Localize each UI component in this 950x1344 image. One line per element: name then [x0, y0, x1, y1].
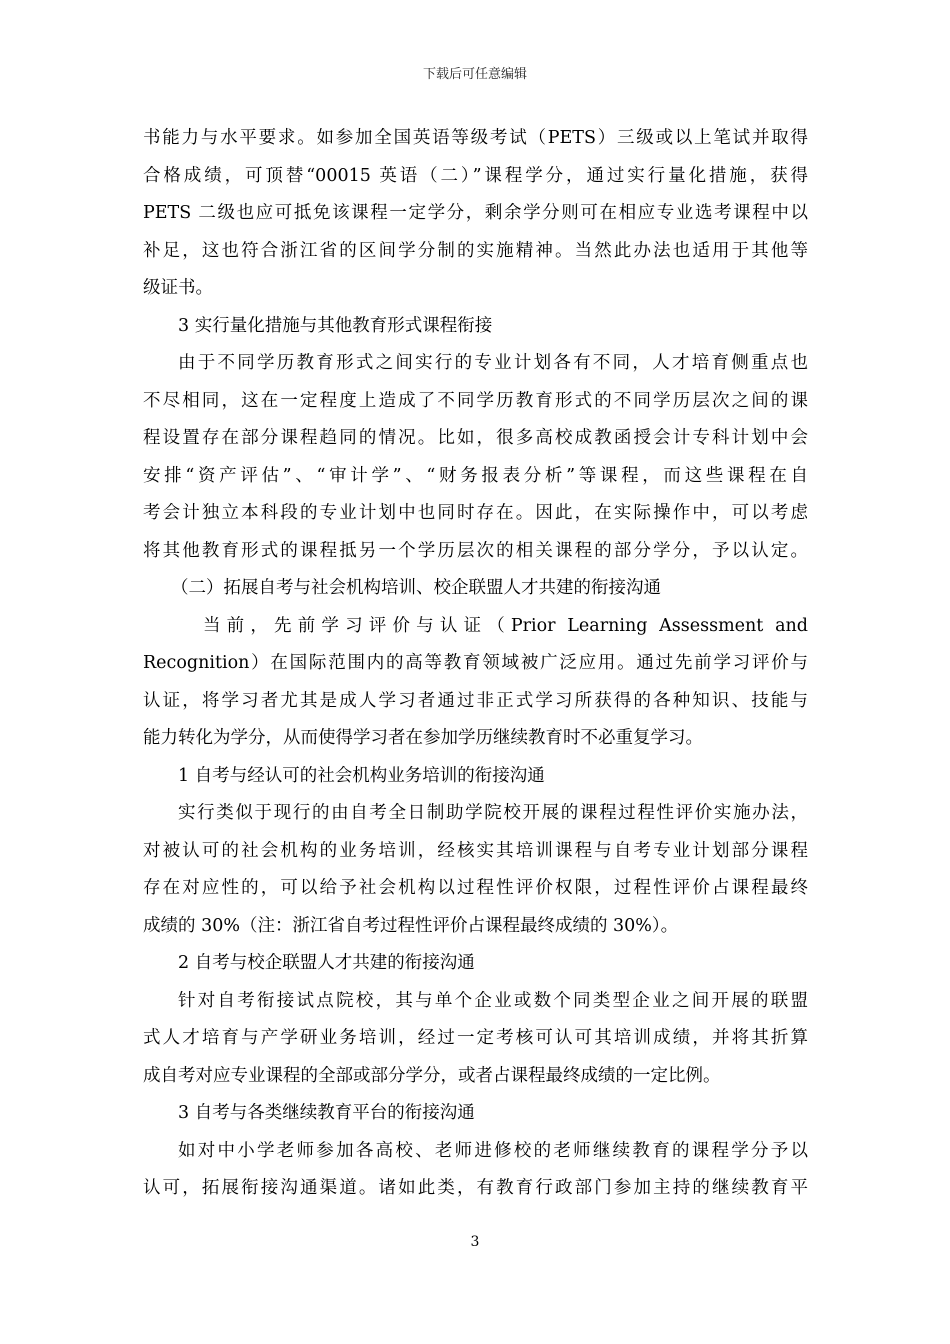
body-line: 考会计独立本科段的专业计划中也同时存在。因此，在实际操作中，可以考虑: [143, 503, 808, 523]
body-line: 对被认可的社会机构的业务培训，经核实其培训课程与自考专业计划部分课程: [143, 840, 808, 861]
body-line: 当前，先前学习评价与认证（Prior Learning Assessment and: [203, 615, 808, 636]
section-heading: 1 自考与经认可的社会机构业务培训的衔接沟通: [178, 765, 545, 786]
body-line: 不尽相同，这在一定程度上造成了不同学历教育形式的不同学历层次之间的课: [143, 390, 808, 411]
body-line: 如对中小学老师参加各高校、老师进修校的老师继续教育的课程学分予以: [178, 1140, 808, 1161]
section-heading: 2 自考与校企联盟人才共建的衔接沟通: [178, 953, 475, 973]
body-line: 由于不同学历教育形式之间实行的专业计划各有不同，人才培育侧重点也: [178, 353, 808, 373]
body-line: Recognition）在国际范围内的高等教育领域被广泛应用。通过先前学习评价与: [143, 653, 808, 673]
section-heading: （二）拓展自考与社会机构培训、校企联盟人才共建的衔接沟通: [171, 578, 661, 598]
body-line: 针对自考衔接试点院校，其与单个企业或数个同类型企业之间开展的联盟: [178, 990, 808, 1011]
body-line: 安排“资产评估”、“审计学”、“财务报表分析”等课程，而这些课程在自: [143, 465, 808, 486]
page-number: 3: [470, 1234, 480, 1250]
body-line: 补足，这也符合浙江省的区间学分制的实施精神。当然此办法也适用于其他等: [143, 240, 808, 261]
body-line: 认证，将学习者尤其是成人学习者通过非正式学习所获得的各种知识、技能与: [143, 690, 808, 711]
body-line: 书能力与水平要求。如参加全国英语等级考试（PETS）三级或以上笔试并取得: [143, 128, 808, 148]
body-line: 实行类似于现行的由自考全日制助学院校开展的课程过程性评价实施办法，: [178, 803, 808, 823]
section-heading: 3 自考与各类继续教育平台的衔接沟通: [178, 1103, 475, 1123]
body-line: 成绩的 30%（注：浙江省自考过程性评价占课程最终成绩的 30%）。: [143, 915, 679, 936]
page-header: 下载后可任意编辑: [422, 67, 527, 82]
body-line: 成自考对应专业课程的全部或部分学分，或者占课程最终成绩的一定比例。: [143, 1065, 721, 1086]
body-line: 将其他教育形式的课程抵另一个学历层次的相关课程的部分学分，予以认定。: [143, 540, 808, 561]
body-line: 存在对应性的，可以给予社会机构以过程性评价权限，过程性评价占课程最终: [143, 878, 808, 898]
body-line: 式人才培育与产学研业务培训，经过一定考核可认可其培训成绩，并将其折算: [143, 1028, 808, 1048]
body-line: PETS 二级也应可抵免该课程一定学分，剩余学分则可在相应专业选考课程中以: [143, 203, 808, 223]
body-line: 级证书。: [143, 278, 213, 298]
body-line: 合格成绩，可顶替“00015 英语（二）”课程学分，通过实行量化措施，获得: [143, 165, 808, 186]
body-line: 认可，拓展衔接沟通渠道。诸如此类，有教育行政部门参加主持的继续教育平: [143, 1178, 808, 1198]
body-line: 能力转化为学分，从而使得学习者在参加学历继续教育时不必重复学习。: [143, 728, 703, 748]
section-heading: 3 实行量化措施与其他教育形式课程衔接: [178, 315, 493, 336]
body-line: 程设置存在部分课程趋同的情况。比如，很多高校成教函授会计专科计划中会: [143, 428, 808, 448]
document-body: [143, 120, 808, 1208]
